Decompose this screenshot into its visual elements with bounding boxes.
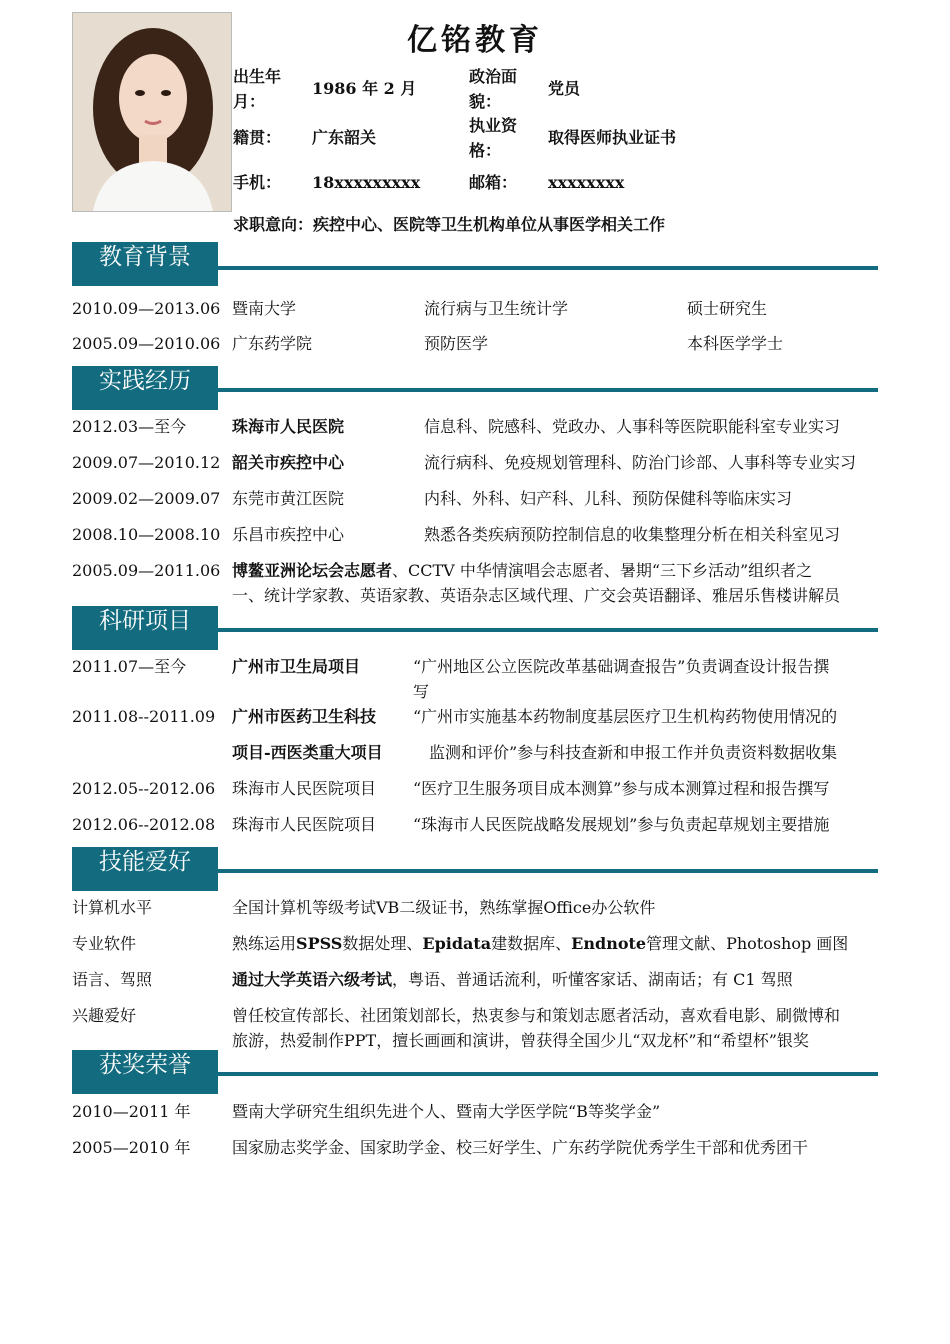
skill-name: 专业软件 (72, 934, 137, 953)
skill-name: 语言、驾照 (72, 970, 153, 989)
politics-label: 政治面 貌： (469, 67, 518, 111)
practice-date: 2009.02—2009.07 (72, 489, 221, 508)
practice-org: 博鳌亚洲论坛会志愿者 (232, 561, 393, 580)
award-desc: 暨南大学研究生组织先进个人、暨南大学医学院“B等奖学金” (232, 1102, 661, 1121)
email-label: 邮箱： (469, 173, 518, 192)
research-org: 珠海市人民医院项目 (232, 815, 377, 834)
practice-desc: 博鳌亚洲论坛会志愿者、CCTV 中华情演唱会志愿者、暑期“三下乡活动”组织者之 (232, 561, 813, 580)
page-title: 亿铭教育 (407, 23, 543, 58)
award-date: 2005—2010 年 (72, 1138, 191, 1157)
education-major: 流行病与卫生统计学 (424, 299, 569, 318)
research-date: 2012.05--2012.06 (72, 779, 216, 798)
email-value: xxxxxxxx (548, 173, 625, 192)
practice-org: 乐昌市疾控中心 (232, 525, 345, 544)
portrait-image (73, 13, 231, 211)
research-desc: “珠海市人民医院战略发展规划”参与负责起草规划主要措施 (413, 815, 830, 834)
practice-desc: 内科、外科、妇产科、儿科、预防保健科等临床实习 (424, 489, 793, 508)
skill-desc: 全国计算机等级考试VB二级证书，熟练掌握Office办公软件 (232, 898, 656, 917)
hometown-value: 广东韶关 (312, 128, 377, 147)
research-date: 2012.06--2012.08 (72, 815, 216, 834)
section-divider (218, 628, 878, 632)
practice-org: 东莞市黄江医院 (232, 489, 345, 508)
research-desc: “医疗卫生服务项目成本测算”参与成本测算过程和报告撰写 (413, 779, 830, 798)
phone-value: 18xxxxxxxxx (312, 173, 421, 192)
practice-desc: 熟悉各类疾病预防控制信息的收集整理分析在相关科室见习 (424, 525, 841, 544)
skill-desc: 熟练运用SPSS数据处理、Epidata建数据库、Endnote管理文献、Photoshop 画图 (232, 934, 849, 953)
education-date: 2010.09—2013.06 (72, 299, 221, 318)
research-desc: “广州市实施基本药物制度基层医疗卫生机构药物使用情况的 (413, 707, 838, 726)
practice-desc-continued: 一、统计学家教、英语家教、英语杂志区域代理、广交会英语翻译、雅居乐售楼讲解员 (232, 586, 841, 605)
section-awards-heading: 获奖荣誉 (72, 1050, 218, 1094)
research-org: 珠海市人民医院项目 (232, 779, 377, 798)
research-desc-continued: 写 (413, 682, 430, 701)
skill-desc: 曾任校宣传部长、社团策划部长，热衷参与和策划志愿者活动，喜欢看电影、刷微博和 (232, 1006, 841, 1025)
practice-date: 2005.09—2011.06 (72, 561, 221, 580)
research-org: 广州市医药卫生科技 (232, 707, 377, 726)
section-divider (218, 388, 878, 392)
research-org: 广州市卫生局项目 (232, 657, 361, 676)
skill-name: 兴趣爱好 (72, 1006, 137, 1025)
skill-desc: 通过大学英语六级考试，粤语、普通话流利，听懂客家话、湖南话；有 C1 驾照 (232, 970, 793, 989)
license-label: 执业资 格： (469, 116, 518, 160)
section-research-heading: 科研项目 (72, 606, 218, 650)
research-date: 2011.07—至今 (72, 657, 187, 676)
phone-label: 手机： (233, 173, 282, 192)
education-degree: 硕士研究生 (687, 299, 768, 318)
section-divider (218, 869, 878, 873)
practice-desc: 流行病科、免疫规划管理科、防治门诊部、人事科等专业实习 (424, 453, 857, 472)
section-practice-heading: 实践经历 (72, 366, 218, 410)
skill-desc-continued: 旅游，热爱制作PPT，擅长画画和演讲，曾获得全国少儿“双龙杯”和“希望杯”银奖 (232, 1031, 809, 1050)
education-major: 预防医学 (424, 334, 489, 353)
research-desc-continued: 监测和评价”参与科技查新和申报工作并负责资料数据收集 (429, 743, 838, 762)
job-intent: 求职意向：疾控中心、医院等卫生机构单位从事医学相关工作 (233, 215, 666, 234)
practice-org: 韶关市疾控中心 (232, 453, 345, 472)
hometown-label: 籍贯： (233, 128, 282, 147)
profile-photo (72, 12, 232, 212)
politics-value: 党员 (548, 79, 581, 98)
birth-value: 1986 年 2 月 (312, 79, 417, 98)
section-skills-heading: 技能爱好 (72, 847, 218, 891)
skill-name: 计算机水平 (72, 898, 153, 917)
license-value: 取得医师执业证书 (548, 128, 677, 147)
practice-desc: 信息科、院感科、党政办、人事科等医院职能科室专业实习 (424, 417, 841, 436)
birth-label: 出生年 月： (233, 67, 282, 111)
section-divider (218, 266, 878, 270)
education-school: 暨南大学 (232, 299, 297, 318)
practice-date: 2008.10—2008.10 (72, 525, 221, 544)
education-date: 2005.09—2010.06 (72, 334, 221, 353)
research-date: 2011.08--2011.09 (72, 707, 216, 726)
education-school: 广东药学院 (232, 334, 313, 353)
research-org-continued: 项目-西医类重大项目 (232, 743, 383, 762)
award-date: 2010—2011 年 (72, 1102, 191, 1121)
research-desc: “广州地区公立医院改革基础调查报告”负责调查设计报告撰 (413, 657, 830, 676)
award-desc: 国家励志奖学金、国家助学金、校三好学生、广东药学院优秀学生干部和优秀团干 (232, 1138, 809, 1157)
section-divider (218, 1072, 878, 1076)
practice-org: 珠海市人民医院 (232, 417, 345, 436)
practice-date: 2012.03—至今 (72, 417, 187, 436)
practice-date: 2009.07—2010.12 (72, 453, 221, 472)
education-degree: 本科医学学士 (687, 334, 784, 353)
section-education-heading: 教育背景 (72, 242, 218, 286)
